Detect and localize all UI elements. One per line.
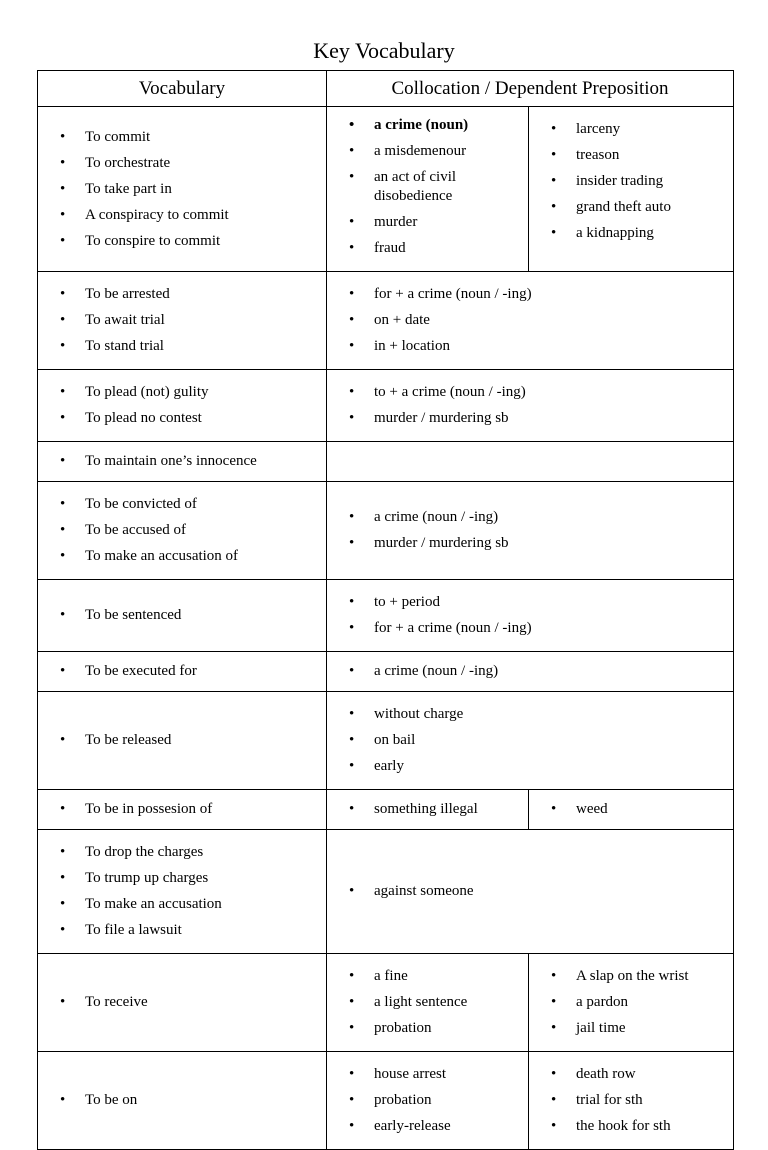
list-item: • To be on xyxy=(38,1091,326,1110)
table-header-row xyxy=(38,71,734,107)
list-item: • house arrest xyxy=(327,1065,528,1084)
list-item: • insider trading xyxy=(529,172,733,191)
list-item: • on bail xyxy=(327,731,733,750)
list-item: • To take part in xyxy=(38,180,326,199)
collocation-cell xyxy=(327,652,734,692)
collocation-cell xyxy=(327,830,734,954)
list-item: • for + a crime (noun / -ing) xyxy=(327,285,733,304)
vocab-cell xyxy=(38,692,327,790)
collocation-cell xyxy=(529,954,734,1052)
vocab-cell xyxy=(38,580,327,652)
list-item: • To await trial xyxy=(38,311,326,330)
list-item: • To file a lawsuit xyxy=(38,921,326,940)
list-item: • A conspiracy to commit xyxy=(38,206,326,225)
list-item: • To commit xyxy=(38,128,326,147)
list-item: • To conspire to commit xyxy=(38,232,326,251)
page-title: Key Vocabulary xyxy=(313,38,455,63)
collocation-cell xyxy=(327,482,734,580)
list-item: • for + a crime (noun / -ing) xyxy=(327,619,733,638)
list-item: • murder / murdering sb xyxy=(327,534,733,553)
list-item: • grand theft auto xyxy=(529,198,733,217)
list-item: • early xyxy=(327,757,733,776)
list-item: • a pardon xyxy=(529,993,733,1012)
vocab-cell xyxy=(38,790,327,830)
list-item: • a kidnapping xyxy=(529,224,733,243)
collocation-cell xyxy=(327,692,734,790)
list-item: • To trump up charges xyxy=(38,869,326,888)
table-row xyxy=(38,580,734,652)
vocab-cell xyxy=(38,954,327,1052)
list-item: • early-release xyxy=(327,1117,528,1136)
list-item: • a crime (noun / -ing) xyxy=(327,662,733,681)
list-item: • on + date xyxy=(327,311,733,330)
list-item: • without charge xyxy=(327,705,733,724)
list-item: • in + location xyxy=(327,337,733,356)
list-item: • weed xyxy=(529,800,733,819)
collocation-cell xyxy=(327,107,529,272)
list-item: • To make an accusation of xyxy=(38,547,326,566)
list-item: • to + period xyxy=(327,593,733,612)
vocab-cell xyxy=(38,830,327,954)
vocab-cell xyxy=(38,482,327,580)
list-item: • a fine xyxy=(327,967,528,986)
list-item: • To stand trial xyxy=(38,337,326,356)
list-item: • To receive xyxy=(38,993,326,1012)
list-item: • To orchestrate xyxy=(38,154,326,173)
vocab-cell xyxy=(38,370,327,442)
list-item: • treason xyxy=(529,146,733,165)
list-item: • a crime (noun) xyxy=(327,116,528,135)
list-item: • To be sentenced xyxy=(38,606,326,625)
list-item: • To be executed for xyxy=(38,662,326,681)
table-row xyxy=(38,442,734,482)
list-item: • murder / murdering sb xyxy=(327,409,733,428)
collocation-cell-empty xyxy=(327,442,734,482)
table-row xyxy=(38,482,734,580)
list-item: • the hook for sth xyxy=(529,1117,733,1136)
list-item: • To make an accusation xyxy=(38,895,326,914)
list-item: • an act of civil disobedience xyxy=(327,168,528,206)
vocab-cell xyxy=(38,272,327,370)
header-collocation: Collocation / Dependent Preposition xyxy=(327,71,734,107)
list-item: • murder xyxy=(327,213,528,232)
list-item: • a misdemenour xyxy=(327,142,528,161)
list-item: • probation xyxy=(327,1019,528,1038)
table-row xyxy=(38,692,734,790)
table-row xyxy=(38,370,734,442)
list-item: • To plead no contest xyxy=(38,409,326,428)
list-item: • fraud xyxy=(327,239,528,258)
table-row xyxy=(38,652,734,692)
list-item: • To be arrested xyxy=(38,285,326,304)
table-row xyxy=(38,954,734,1052)
list-item: • probation xyxy=(327,1091,528,1110)
list-item: • To be in possesion of xyxy=(38,800,326,819)
collocation-cell xyxy=(529,107,734,272)
table-row xyxy=(38,1052,734,1150)
vocab-cell xyxy=(38,1052,327,1150)
list-item: • To plead (not) gulity xyxy=(38,383,326,402)
collocation-cell xyxy=(529,1052,734,1150)
vocab-cell xyxy=(38,107,327,272)
collocation-cell xyxy=(327,370,734,442)
list-item: • To drop the charges xyxy=(38,843,326,862)
table-row xyxy=(38,272,734,370)
list-item: • a light sentence xyxy=(327,993,528,1012)
list-item: • against someone xyxy=(327,882,733,901)
collocation-cell xyxy=(327,1052,529,1150)
vocab-cell xyxy=(38,652,327,692)
list-item: • death row xyxy=(529,1065,733,1084)
list-item: • something illegal xyxy=(327,800,528,819)
collocation-cell xyxy=(327,954,529,1052)
list-item: • To maintain one’s innocence xyxy=(38,452,326,471)
list-item: • To be accused of xyxy=(38,521,326,540)
table-row xyxy=(38,790,734,830)
collocation-cell xyxy=(529,790,734,830)
list-item: • jail time xyxy=(529,1019,733,1038)
list-item: • trial for sth xyxy=(529,1091,733,1110)
list-item: • A slap on the wrist xyxy=(529,967,733,986)
collocation-cell xyxy=(327,580,734,652)
list-item: • To be released xyxy=(38,731,326,750)
list-item: • a crime (noun / -ing) xyxy=(327,508,733,527)
list-item: • To be convicted of xyxy=(38,495,326,514)
collocation-cell xyxy=(327,272,734,370)
vocab-cell xyxy=(38,442,327,482)
vocabulary-table xyxy=(37,70,734,1150)
header-vocabulary: Vocabulary xyxy=(38,71,327,107)
table-row xyxy=(38,830,734,954)
table-row xyxy=(38,107,734,272)
collocation-cell xyxy=(327,790,529,830)
list-item: • larceny xyxy=(529,120,733,139)
list-item: • to + a crime (noun / -ing) xyxy=(327,383,733,402)
